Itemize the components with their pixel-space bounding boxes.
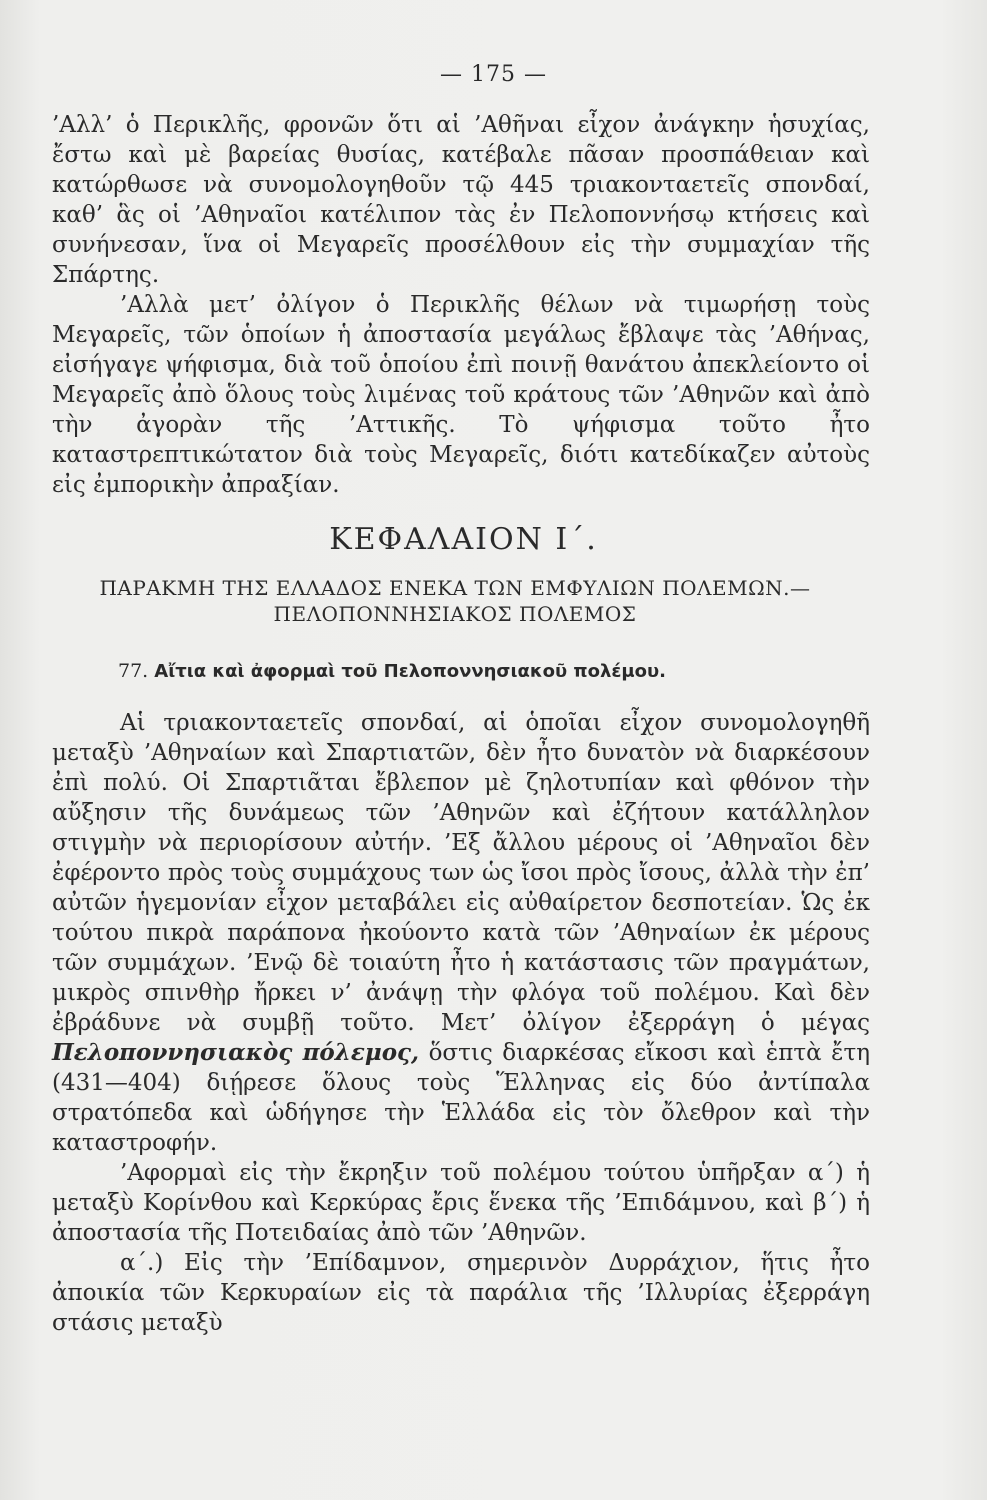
paragraph-3-part-a: Αἱ τριακονταετεῖς σπονδαί, αἱ ὁποῖαι εἶχον συνομολογηθῆ μεταξὺ ’Αθηναίων καὶ Σπαρτιατῶν, δὲν ἦτο δυνατὸν νὰ διαρκέσουν ἐπὶ πολύ. Οἱ Σπαρτιᾶται ἔβλεπον μὲ ζηλοτυπίαν καὶ φθόνον τὴν αὔξησιν τῆς δυνάμεως τῶν ’Αθηνῶν καὶ ἐζήτουν κατάλληλον στιγμὴν νὰ περιορίσουν αὐτήν. ’Εξ ἄλλου μέρους οἱ ’Αθηναῖοι δὲν ἐφέροντο πρὸς τοὺς συμμάχους των ὡς ἴσοι πρὸς ἴσους, ἀλλὰ τὴν ἐπ’ αὐτῶν ἡγεμονίαν εἶχον μεταβάλει εἰς αὐθαίρετον δεσποτείαν. Ὡς ἐκ τούτου πικρὰ παράπονα ἠκούοντο κατὰ τῶν ’Αθηναίων ἐκ μέρους τῶν συμμάχων. ’Ενῷ δὲ τοιαύτη ἦτο ἡ κατάστασις τῶν πραγμάτων, μικρὸς σπινθὴρ ἤρκει ν’ ἀνάψῃ τὴν φλόγα τοῦ πολέμου. Καὶ δὲν ἐβράδυνε νὰ συμβῇ τοῦτο. Μετ’ ὀλίγον ἐξερράγη ὁ μέγας <box>52 710 870 1036</box>
paragraph-3-emphasis: Πελοποννησιακὸς πόλεμος, <box>52 1039 420 1066</box>
paragraph-3 <box>52 708 870 1158</box>
page-number: — 175 — <box>440 62 547 87</box>
paragraph-4: ’Αφορμαὶ εἰς τὴν ἔκρηξιν τοῦ πολέμου τούτου ὑπῆρξαν α΄) ἡ μεταξὺ Κορίνθου καὶ Κερκύρας ἔρις ἕνεκα τῆς ’Επιδάμνου, καὶ β΄) ἡ ἀποστασία τῆς Ποτειδαίας ἀπὸ τῶν ’Αθηνῶν. <box>52 1160 870 1246</box>
intro-text <box>52 110 870 500</box>
section-number: 77. <box>118 660 149 682</box>
section-heading <box>118 660 666 682</box>
paragraph-1: ’Αλλ’ ὁ Περικλῆς, φρονῶν ὅτι αἱ ’Αθῆναι εἶχον ἀνάγκην ἡσυχίας, ἔστω καὶ μὲ βαρείας θυσίας, κατέβαλε πᾶσαν προσπάθειαν καὶ κατώρθωσε νὰ συνομολογηθοῦν τῷ 445 τριακονταετεῖς σπονδαί, καθ’ ἃς οἱ ’Αθηναῖοι κατέλιπον τὰς ἐν Πελοποννήσῳ κτήσεις καὶ συνήνεσαν, ἵνα οἱ Μεγαρεῖς προσέλθουν εἰς τὴν συμμαχίαν τῆς Σπάρτης. <box>52 112 870 288</box>
paragraph-3-part-b: ὅστις διαρκέσας εἴκοσι καὶ ἑπτὰ ἔτη (431—404) διῄρεσε ὅλους τοὺς Ἕλληνας εἰς δύο ἀντίπαλα στρατόπεδα καὶ ὡδήγησε τὴν Ἑλλάδα εἰς τὸν ὄλεθρον καὶ τὴν καταστροφήν. <box>52 1040 870 1156</box>
chapter-subtitle-line-1: ΠΑΡΑΚΜΗ ΤΗΣ ΕΛΛΑΔΟΣ ΕΝΕΚΑ ΤΩΝ ΕΜΦΥΛΙΩΝ ΠΟΛΕΜΩΝ.— <box>99 576 811 600</box>
paragraph-5: α΄.) Εἰς τὴν ’Επίδαμνον, σημερινὸν Δυρράχιον, ἥτις ἦτο ἀποικία τῶν Κερκυραίων εἰς τὰ παράλια τῆς ’Ιλλυρίας ἐξερράγη στάσις μεταξὺ <box>52 1250 870 1336</box>
chapter-title: ΚΕΦΑΛΑΙΟΝ Ι΄. <box>329 522 598 557</box>
section-title: Αἴτια καὶ ἀφορμαὶ τοῦ Πελοποννησιακοῦ πολέμου. <box>154 661 667 682</box>
section-text <box>52 708 870 1338</box>
chapter-subtitle-line-2: ΠΕΛΟΠΟΝΝΗΣΙΑΚΟΣ ΠΟΛΕΜΟΣ <box>273 602 637 626</box>
paragraph-2: ’Αλλὰ μετ’ ὀλίγον ὁ Περικλῆς θέλων νὰ τιμωρήσῃ τοὺς Μεγαρεῖς, τῶν ὁποίων ἡ ἀποστασία μεγάλως ἔβλαψε τὰς ’Αθήνας, εἰσήγαγε ψήφισμα, διὰ τοῦ ὁποίου ἐπὶ ποινῇ θανάτου ἀπεκλείοντο οἱ Μεγαρεῖς ἀπὸ ὅλους τοὺς λιμένας τοῦ κράτους τῶν ’Αθηνῶν καὶ ἀπὸ τὴν ἀγορὰν τῆς ’Αττικῆς. Τὸ ψήφισμα τοῦτο ἦτο καταστρεπτικώτατον διὰ τοὺς Μεγαρεῖς, διότι κατεδίκαζεν αὐτοὺς εἰς ἐμπορικὴν ἀπραξίαν. <box>52 292 870 498</box>
chapter-subtitle <box>60 575 850 627</box>
